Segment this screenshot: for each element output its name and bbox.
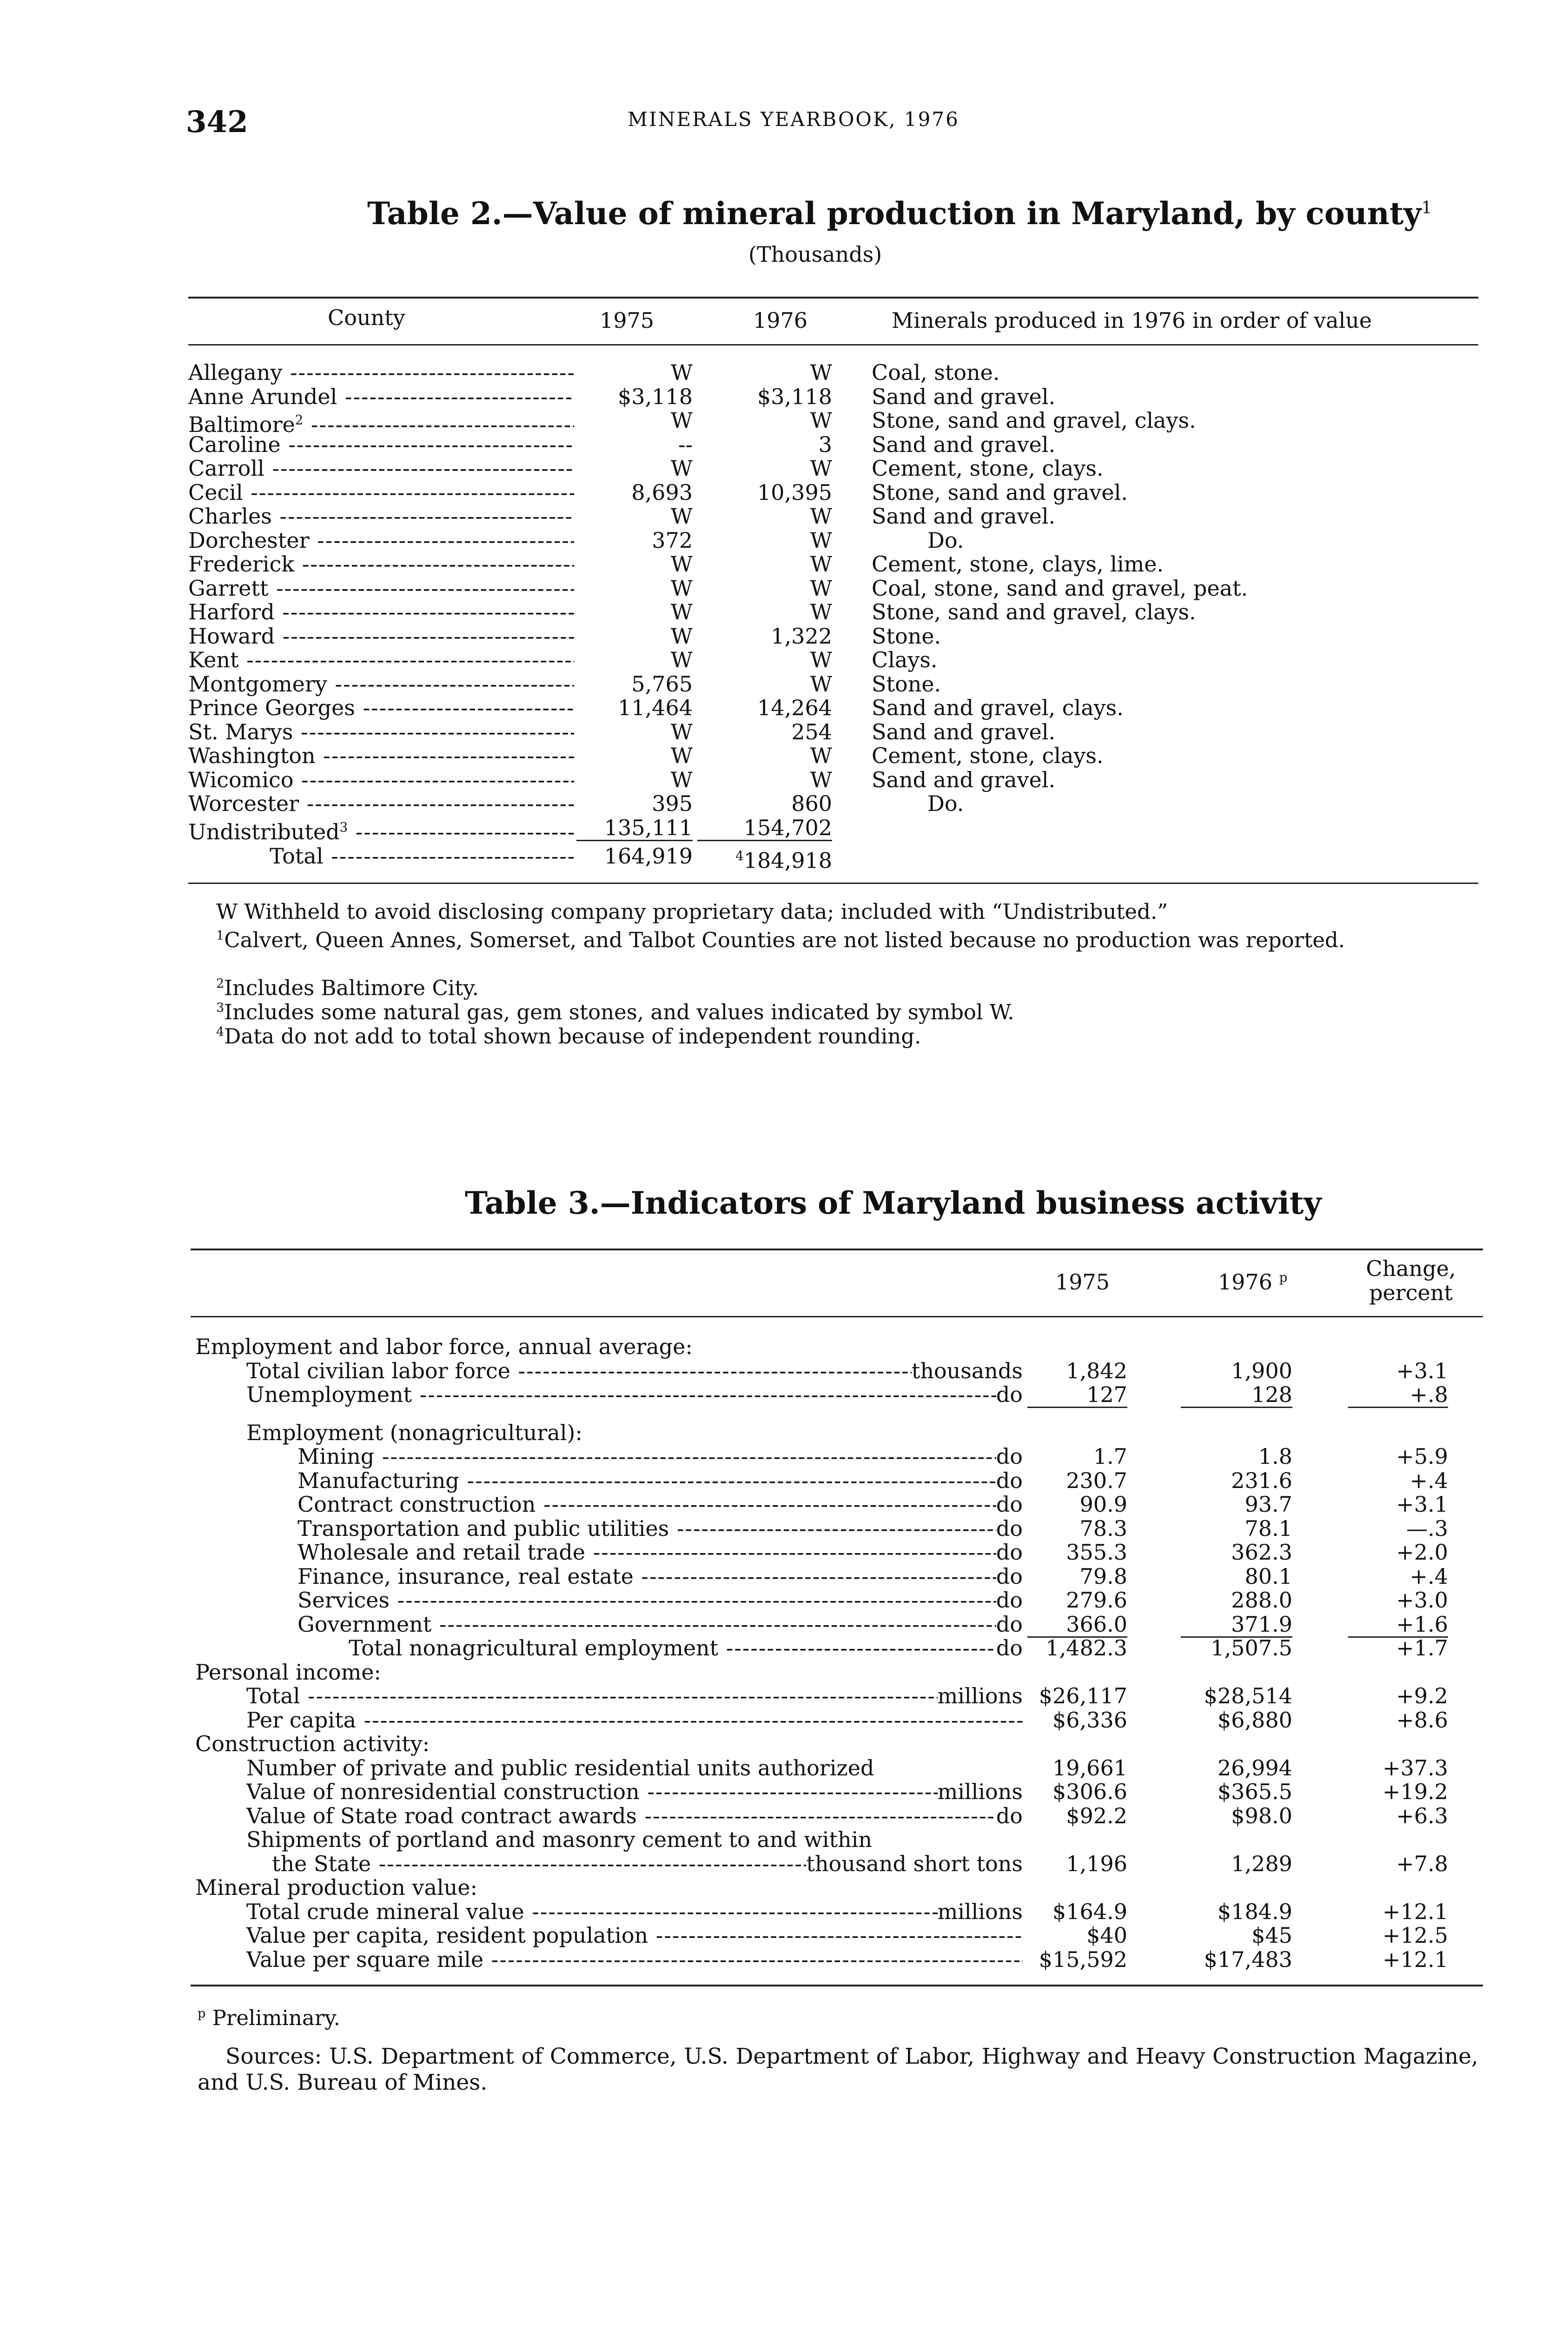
- county-label: [188, 456, 574, 480]
- county-name: [188, 360, 574, 385]
- note-mark: 4: [216, 1025, 225, 1039]
- indicator-text: Total -----: [246, 1684, 938, 1708]
- county-label: [188, 720, 574, 744]
- value-1975: W: [670, 408, 693, 433]
- table2-note: [198, 900, 1478, 924]
- county-text: Harford: [188, 600, 275, 624]
- table2-header-rule: [188, 344, 1478, 345]
- percent-change: +.4: [1409, 1563, 1448, 1589]
- county-text: Anne Arundel: [188, 384, 337, 409]
- percent-change: +37.3: [1383, 1755, 1448, 1780]
- county-text: Baltimore: [188, 412, 295, 437]
- county-name: [188, 528, 574, 552]
- total-1976: [697, 844, 832, 872]
- county-text: Cecil: [188, 480, 243, 505]
- county-name: [188, 720, 574, 744]
- value-1975: 372: [652, 527, 693, 553]
- value-1976: 254: [791, 719, 832, 744]
- indicator-label: [246, 1708, 1023, 1732]
- county-label: [188, 624, 574, 648]
- county-name: [188, 672, 574, 696]
- county-text: Caroline: [188, 432, 281, 457]
- value-1975: 11,464: [618, 695, 693, 720]
- county-label: [188, 791, 574, 816]
- indicator-text: Employment and labor force, annual average:: [195, 1334, 693, 1359]
- indicator-label: [246, 1900, 1023, 1924]
- indicator-text: Shipments of portland and masonry cement to and within: [246, 1827, 872, 1852]
- table3-title: Table 3.—Indicators of Maryland business activity: [465, 1185, 1322, 1221]
- county-label: [188, 528, 574, 552]
- value-1976: W: [810, 456, 832, 481]
- county-label: [188, 552, 574, 576]
- county-name: [188, 768, 574, 792]
- table3-sources: Sources: U.S. Department of Commerce, U.S. Department of Labor, Highway and Heavy Construction Magazine, and U.S. Bureau of Mines.: [198, 2044, 1478, 2095]
- indicator-text: Personal income:: [195, 1659, 381, 1685]
- minerals-produced: Cement, stone, clays.: [872, 456, 1104, 481]
- table3-header-rule: [191, 1316, 1483, 1317]
- county-text: Carroll: [188, 456, 265, 480]
- value-1975: W: [670, 719, 693, 744]
- indicator-text: Value of nonresidential construction -----: [246, 1780, 938, 1804]
- county-text: Frederick: [188, 552, 295, 576]
- value-1975: 395: [652, 791, 693, 816]
- value-1976: 80.1: [1244, 1563, 1292, 1589]
- note-text: Includes some natural gas, gem stones, and values indicated by symbol W.: [224, 1000, 1014, 1024]
- indicator-text: Number of private and public residential units authorized: [246, 1755, 874, 1780]
- value-1976: W: [810, 575, 832, 601]
- minerals-produced: Do.: [927, 791, 964, 816]
- value-1976: 1.8: [1258, 1444, 1292, 1469]
- value-1976: 78.1: [1244, 1515, 1292, 1541]
- value-1976: 860: [791, 791, 832, 816]
- value-1975: W: [670, 360, 693, 385]
- indicator-unit: do: [996, 1612, 1023, 1636]
- indicator-label: [246, 1382, 1023, 1407]
- county-text: Charles: [188, 504, 272, 528]
- percent-change: +2.0: [1396, 1540, 1448, 1565]
- indicator-label: [298, 1540, 1023, 1564]
- indicator-label: [298, 1564, 1023, 1588]
- value-1976: 362.3: [1231, 1540, 1292, 1565]
- value-1976: W: [810, 527, 832, 553]
- minerals-produced: Stone.: [872, 671, 941, 697]
- value-1975: $6,336: [1052, 1707, 1127, 1733]
- indicator-unit: millions: [937, 1780, 1023, 1804]
- county-label: [188, 648, 574, 672]
- indicator-text: Finance, insurance, real estate -----: [298, 1564, 996, 1588]
- value-1976: 1,322: [771, 623, 832, 649]
- minerals-produced: Coal, stone.: [872, 360, 1000, 385]
- indicator-label: [298, 1444, 1023, 1468]
- value-1975: 1,196: [1066, 1851, 1127, 1876]
- value-1976: $17,483: [1204, 1946, 1292, 1972]
- indicator-text: Mineral production value:: [195, 1875, 477, 1900]
- total-label: Total -----: [270, 844, 574, 868]
- value-1975: --: [678, 432, 693, 457]
- indicator-label: [246, 1804, 1023, 1828]
- county-text: Washington: [188, 744, 316, 768]
- county-text: St. Marys: [188, 719, 293, 744]
- county-footnote-mark: 2: [295, 412, 304, 428]
- county-label: [188, 576, 574, 600]
- value-1975: 8,693: [631, 479, 693, 505]
- value-1976: 1,507.5: [1211, 1635, 1292, 1661]
- indicator-label: [298, 1516, 1023, 1541]
- indicator-label: [298, 1468, 1023, 1493]
- value-1975: 127: [1027, 1382, 1127, 1408]
- note-mark: 1: [216, 929, 225, 943]
- county-footnote-mark: 3: [339, 819, 348, 835]
- indicator-text: Services -----: [298, 1588, 996, 1612]
- indicator-label: [246, 1359, 1023, 1383]
- indicator-unit: do: [996, 1636, 1023, 1660]
- note-mark: 3: [216, 1001, 225, 1015]
- percent-change: +8.6: [1396, 1707, 1448, 1733]
- table2-col-1976: 1976: [753, 308, 808, 333]
- indicator-unit: do: [996, 1444, 1023, 1468]
- indicator-label: [195, 1875, 1023, 1900]
- value-1975: W: [670, 647, 693, 672]
- total-footnote-mark: 4: [735, 848, 744, 864]
- indicator-text: Employment (nonagricultural):: [246, 1420, 582, 1445]
- value-1975: 90.9: [1079, 1492, 1127, 1517]
- value-1975: 1,482.3: [1045, 1635, 1127, 1661]
- indicator-label: [246, 1756, 1023, 1780]
- page-number: 342: [186, 105, 248, 140]
- value-1976: 154,702: [697, 816, 832, 841]
- table2-col-minerals: Minerals produced in 1976 in order of value: [892, 308, 1372, 333]
- county-label: [188, 480, 574, 505]
- value-1975: 279.6: [1066, 1588, 1127, 1613]
- value-1975: W: [670, 623, 693, 649]
- table2-top-rule: [188, 297, 1478, 299]
- percent-change: +3.1: [1396, 1358, 1448, 1383]
- indicator-label: [298, 1492, 1023, 1516]
- value-1976: 3: [818, 432, 832, 457]
- total-1976-value: 184,918: [743, 848, 832, 873]
- indicator-text: Mining -----: [298, 1444, 996, 1468]
- county-name: [188, 648, 574, 672]
- percent-change: —.3: [1406, 1515, 1448, 1541]
- county-name: [188, 456, 574, 480]
- value-1976: $6,880: [1217, 1707, 1292, 1733]
- indicator-unit: do: [996, 1382, 1023, 1407]
- county-label: [188, 768, 574, 792]
- county-text: Dorchester: [188, 528, 310, 552]
- value-1976: $28,514: [1204, 1683, 1292, 1708]
- note-text: Calvert, Queen Annes, Somerset, and Talbot Counties are not listed because no production was reported.: [224, 928, 1345, 952]
- value-1976: W: [810, 360, 832, 385]
- indicator-unit: do: [996, 1564, 1023, 1588]
- percent-change: +12.1: [1383, 1899, 1448, 1924]
- value-1976: 1,289: [1231, 1851, 1292, 1876]
- percent-change: +9.2: [1396, 1683, 1448, 1708]
- value-1976: $184.9: [1217, 1899, 1292, 1924]
- value-1976: 10,395: [757, 479, 832, 505]
- value-1975: 1,842: [1066, 1358, 1127, 1383]
- value-1976: 371.9: [1181, 1612, 1292, 1638]
- county-label: [188, 744, 574, 768]
- indicator-text: Government -----: [298, 1612, 996, 1636]
- value-1976: W: [810, 743, 832, 768]
- county-text: Undistributed: [188, 819, 340, 844]
- value-1975: W: [670, 743, 693, 768]
- indicator-unit: do: [996, 1468, 1023, 1493]
- indicator-text: Value per square mile -----: [246, 1947, 1023, 1972]
- minerals-produced: Stone.: [872, 623, 941, 649]
- indicator-unit: millions: [937, 1899, 1023, 1924]
- minerals-produced: Sand and gravel.: [872, 504, 1056, 529]
- county-name: [188, 552, 574, 576]
- value-1975: W: [670, 575, 693, 601]
- county-name: [188, 696, 574, 720]
- percent-change: +.4: [1409, 1468, 1448, 1493]
- table2-title: Table 2.—Value of mineral production in Maryland, by county$^1$: [367, 195, 1432, 232]
- percent-change: +1.6: [1348, 1612, 1448, 1638]
- value-1976: $3,118: [757, 384, 832, 409]
- note-text: Includes Baltimore City.: [224, 976, 479, 1000]
- county-name: [188, 791, 574, 816]
- value-1975: W: [670, 599, 693, 624]
- value-1975: 230.7: [1066, 1468, 1127, 1493]
- minerals-produced: Sand and gravel, clays.: [872, 695, 1124, 720]
- indicator-label: [246, 1421, 1023, 1445]
- indicator-label: [246, 1923, 1023, 1947]
- percent-change: +12.5: [1383, 1923, 1448, 1948]
- indicator-label: [298, 1588, 1023, 1612]
- county-name: [188, 600, 574, 624]
- indicator-label: [349, 1636, 1023, 1660]
- indicator-text: Per capita -----: [246, 1708, 1023, 1732]
- value-1976: 288.0: [1231, 1588, 1292, 1613]
- county-text: Kent: [188, 648, 239, 672]
- county-text: Montgomery: [188, 671, 327, 696]
- indicator-unit: do: [996, 1540, 1023, 1564]
- indicator-label: [246, 1827, 1023, 1852]
- county-label: [188, 385, 574, 409]
- note-text: W Withheld to avoid disclosing company proprietary data; included with “Undistributed.”: [216, 899, 1168, 924]
- table3-col-change: Change, percent: [1366, 1256, 1456, 1305]
- minerals-produced: Cement, stone, clays, lime.: [872, 551, 1164, 577]
- minerals-produced: Stone, sand and gravel.: [872, 479, 1128, 505]
- value-1976: $365.5: [1217, 1779, 1292, 1804]
- value-1975: W: [670, 504, 693, 529]
- value-1976: W: [810, 504, 832, 529]
- note-text: Data do not add to total shown because of independent rounding.: [224, 1024, 921, 1049]
- indicator-label: [272, 1852, 1023, 1876]
- indicator-label: [246, 1947, 1023, 1972]
- county-text: Allegany: [188, 360, 283, 385]
- county-label: [188, 504, 574, 528]
- county-name: [188, 816, 574, 844]
- value-1976: $45: [1251, 1923, 1292, 1948]
- county-name: [188, 385, 574, 409]
- table2-col-county: County: [328, 305, 405, 330]
- county-label: [188, 360, 574, 385]
- value-1976: 231.6: [1231, 1468, 1292, 1493]
- value-1975: 366.0: [1027, 1612, 1127, 1638]
- percent-change: +5.9: [1396, 1444, 1448, 1469]
- county-text: Worcester: [188, 791, 299, 816]
- table2-bottom-rule: [188, 883, 1478, 884]
- county-name: [188, 480, 574, 505]
- county-label: [188, 432, 574, 457]
- indicator-label: [195, 1660, 1023, 1684]
- total-1975: 164,919: [604, 844, 693, 869]
- value-1975: W: [670, 551, 693, 577]
- county-text: Prince Georges: [188, 696, 355, 720]
- minerals-produced: Stone, sand and gravel, clays.: [872, 599, 1196, 624]
- value-1975: $26,117: [1039, 1683, 1127, 1708]
- minerals-produced: Sand and gravel.: [872, 384, 1056, 409]
- indicator-text: Transportation and public utilities -----: [298, 1516, 996, 1541]
- indicator-text: Manufacturing -----: [298, 1468, 996, 1493]
- county-label: [188, 696, 574, 720]
- value-1976: W: [810, 671, 832, 697]
- percent-change: +19.2: [1383, 1779, 1448, 1804]
- value-1975: 355.3: [1066, 1540, 1127, 1565]
- running-head: MINERALS YEARBOOK, 1976: [628, 108, 959, 131]
- percent-change: +1.7: [1396, 1635, 1448, 1661]
- percent-change: +.8: [1348, 1382, 1448, 1408]
- value-1975: 79.8: [1079, 1563, 1127, 1589]
- value-1975: $40: [1086, 1923, 1127, 1948]
- value-1975: 1.7: [1093, 1444, 1127, 1469]
- indicator-unit: do: [996, 1803, 1023, 1828]
- county-name: [188, 504, 574, 528]
- value-1975: 19,661: [1052, 1755, 1127, 1780]
- indicator-text: Wholesale and retail trade -----: [298, 1540, 996, 1564]
- value-1976: 93.7: [1244, 1492, 1292, 1517]
- minerals-produced: Sand and gravel.: [872, 719, 1056, 744]
- table2-note: [198, 1020, 1478, 1049]
- table3-footnote: $^p$ Preliminary.: [198, 2006, 340, 2030]
- indicator-label: [246, 1684, 1023, 1708]
- value-1975: $15,592: [1039, 1946, 1127, 1972]
- percent-change: +12.1: [1383, 1946, 1448, 1972]
- county-name: [188, 744, 574, 768]
- value-1976: $98.0: [1231, 1803, 1292, 1828]
- county-text: Garrett: [188, 576, 269, 600]
- indicator-text: Construction activity:: [195, 1731, 430, 1756]
- indicator-text: Total civilian labor force -----: [246, 1359, 912, 1383]
- indicator-text: Contract construction -----: [298, 1492, 996, 1516]
- county-name: [188, 624, 574, 648]
- percent-change: +6.3: [1396, 1803, 1448, 1828]
- minerals-produced: Do.: [927, 527, 964, 553]
- value-1976: 14,264: [757, 695, 832, 720]
- value-1976: 128: [1181, 1382, 1292, 1408]
- indicator-unit: do: [996, 1588, 1023, 1612]
- value-1975: $306.6: [1052, 1779, 1127, 1804]
- county-name: [188, 576, 574, 600]
- percent-change: +3.0: [1396, 1588, 1448, 1613]
- note-mark: 2: [216, 976, 225, 991]
- indicator-text: Value per capita, resident population -----: [246, 1923, 1023, 1947]
- value-1976: 26,994: [1217, 1755, 1292, 1780]
- county-label: [188, 819, 574, 844]
- table3-col-1976: 1976 $^p$: [1218, 1269, 1288, 1295]
- value-1975: W: [670, 456, 693, 481]
- indicator-label: [195, 1335, 1023, 1359]
- indicator-text: Total nonagricultural employment -----: [349, 1636, 996, 1660]
- value-1975: $3,118: [618, 384, 693, 409]
- value-1976: W: [810, 767, 832, 792]
- indicator-text: Value of State road contract awards -----: [246, 1804, 996, 1828]
- percent-change: +3.1: [1396, 1492, 1448, 1517]
- total-row-label: [270, 844, 574, 868]
- county-label: [188, 672, 574, 696]
- value-1976: W: [810, 599, 832, 624]
- value-1975: 78.3: [1079, 1515, 1127, 1541]
- indicator-text: Total crude mineral value -----: [246, 1900, 938, 1924]
- value-1975: $164.9: [1052, 1899, 1127, 1924]
- minerals-produced: Sand and gravel.: [872, 432, 1056, 457]
- value-1976: W: [810, 551, 832, 577]
- table2-note: [198, 924, 1478, 952]
- indicator-label: [246, 1780, 1023, 1804]
- indicator-label: [195, 1732, 1023, 1756]
- indicator-unit: thousands: [911, 1358, 1023, 1383]
- table3-col-1975: 1975: [1055, 1269, 1110, 1295]
- indicator-text: Unemployment -----: [246, 1382, 996, 1407]
- value-1975: 5,765: [631, 671, 693, 697]
- value-1976: 1,900: [1231, 1358, 1292, 1383]
- value-1975: 135,111: [576, 816, 693, 841]
- indicator-unit: millions: [937, 1684, 1023, 1708]
- minerals-produced: Cement, stone, clays.: [872, 743, 1104, 768]
- table3-top-rule: [191, 1249, 1483, 1250]
- minerals-produced: Stone, sand and gravel, clays.: [872, 408, 1196, 433]
- value-1975: $92.2: [1066, 1803, 1127, 1828]
- county-text: Howard: [188, 624, 275, 648]
- table2-col-1975: 1975: [600, 308, 655, 333]
- minerals-produced: Coal, stone, sand and gravel, peat.: [872, 575, 1248, 601]
- indicator-unit: do: [996, 1516, 1023, 1541]
- value-1976: W: [810, 408, 832, 433]
- county-text: Wicomico: [188, 767, 294, 792]
- minerals-produced: Sand and gravel.: [872, 767, 1056, 792]
- table2-units: (Thousands): [748, 242, 882, 267]
- value-1976: W: [810, 647, 832, 672]
- value-1975: W: [670, 767, 693, 792]
- table3-bottom-rule: [191, 1985, 1483, 1986]
- percent-change: +7.8: [1396, 1851, 1448, 1876]
- indicator-unit: do: [996, 1492, 1023, 1516]
- county-name: [188, 432, 574, 457]
- indicator-label: [298, 1612, 1023, 1636]
- indicator-unit: thousand short tons: [806, 1851, 1023, 1876]
- minerals-produced: Clays.: [872, 647, 938, 672]
- indicator-text: the State -----: [272, 1852, 806, 1876]
- county-label: [188, 600, 574, 624]
